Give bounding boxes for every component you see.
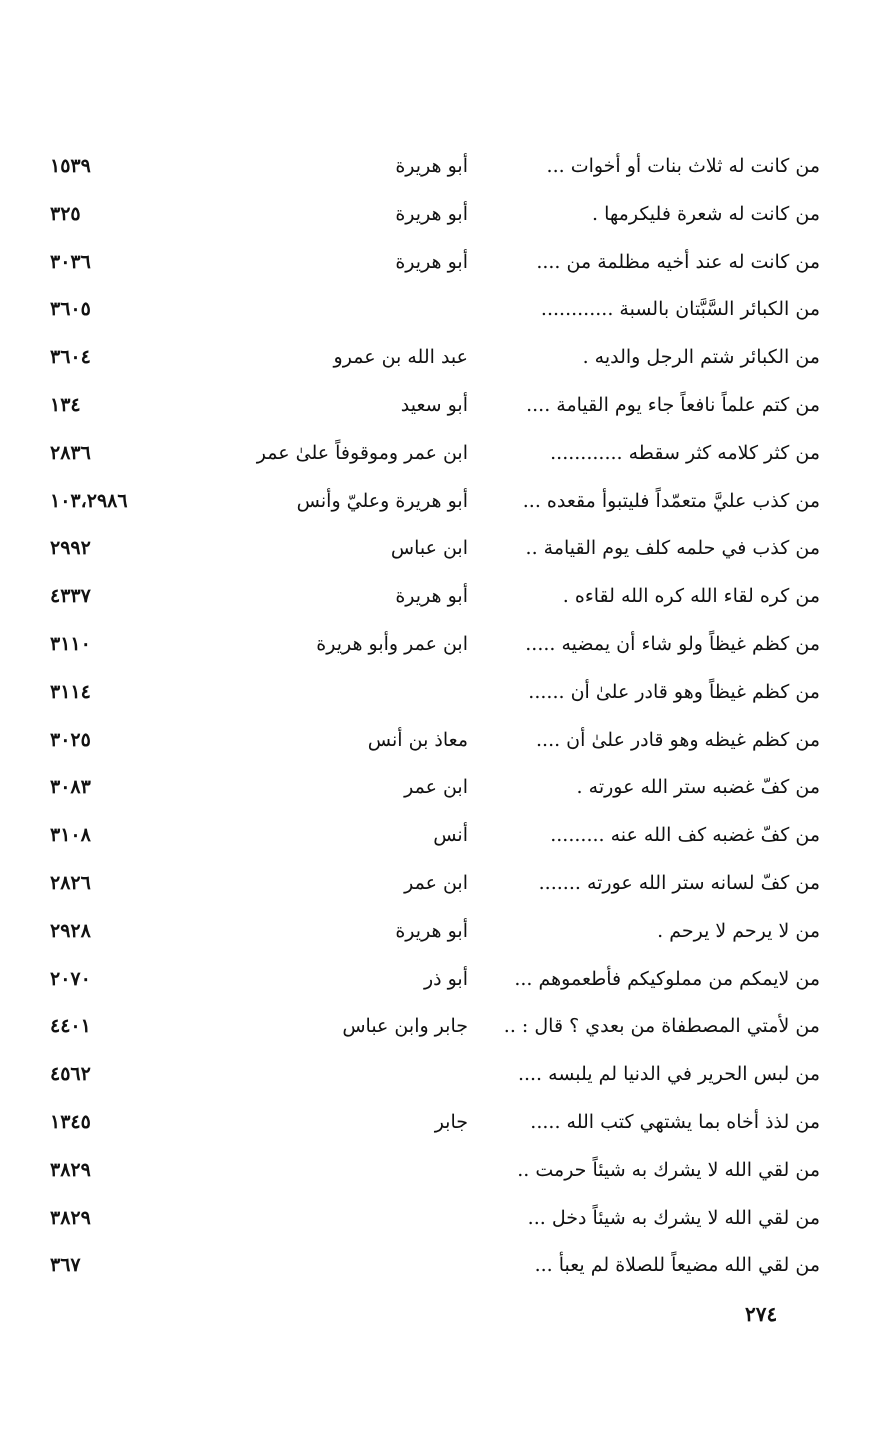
hadith-text: من كتم علماً نافعاً جاء يوم القيامة .... [526, 393, 820, 416]
index-row [40, 956, 830, 1004]
hadith-text: من لأمتي المصطفاة من بعدي ؟ قال : .. [503, 1015, 820, 1038]
hadith-text: من كظم غيظاً ولو شاء أن يمضيه ..... [525, 632, 820, 655]
hadith-number: ٣١١٠ [50, 632, 91, 655]
hadith-number: ٣٨٢٩ [50, 1158, 91, 1181]
hadith-number: ٣٢٥ [50, 202, 81, 225]
narrator-name: أبو هريرة [395, 250, 468, 273]
hadith-number: ٣٦٠٥ [50, 298, 91, 321]
hadith-text: من كذب عليَّ متعمّداً فليتبوأ مقعده ... [522, 489, 820, 512]
hadith-text: من كفّ لسانه ستر الله عورته ....... [538, 871, 820, 894]
hadith-text: من كره لقاء الله كره الله لقاءه . [562, 585, 820, 608]
hadith-number: ٢٨٢٦ [50, 871, 91, 894]
narrator-name: أبو سعيد [400, 393, 468, 416]
hadith-number: ٤٤٠١ [50, 1015, 91, 1038]
hadith-number: ٣١١٤ [50, 680, 91, 703]
hadith-number: ٣٠٢٥ [50, 728, 91, 751]
index-row [40, 860, 830, 908]
hadith-text: من كفّ غضبه ستر الله عورته . [576, 776, 820, 799]
hadith-text: من كظم غيظه وهو قادر علىٰ أن .... [535, 728, 820, 751]
hadith-text: من كانت له شعرة فليكرمها . [592, 202, 820, 225]
narrator-name: معاذ بن أنس [367, 728, 468, 751]
hadith-number: ٣٨٢٩ [50, 1206, 91, 1229]
hadith-text: من الكبائر السَّبَّتان بالسبة ............ [540, 298, 820, 321]
index-row [40, 1003, 830, 1051]
hadith-number: ٢٩٩٢ [50, 537, 91, 560]
index-row [40, 239, 830, 287]
hadith-text: من لقي الله لا يشرك به شيئاً حرمت .. [517, 1158, 820, 1181]
index-row [40, 621, 830, 669]
hadith-number: ١٠٣،٢٩٨٦ [50, 489, 128, 512]
hadith-text: من لايمكم من مملوكيكم فأطعموهم ... [514, 967, 820, 990]
index-row [40, 191, 830, 239]
narrator-name: أبو هريرة [395, 919, 468, 942]
narrator-name: جابر [434, 1110, 468, 1133]
index-row [40, 764, 830, 812]
index-row [40, 573, 830, 621]
index-row [40, 382, 830, 430]
hadith-number: ٣٦٧ [50, 1254, 81, 1277]
hadith-number: ١٣٤ [50, 393, 81, 416]
index-row [40, 669, 830, 717]
narrator-name: ابن عمر وأبو هريرة [316, 632, 468, 655]
index-row [40, 717, 830, 765]
narrator-name: أبو هريرة وعليّ وأنس [296, 489, 468, 512]
hadith-number: ٢٩٢٨ [50, 919, 91, 942]
hadith-text: من لبس الحرير في الدنيا لم يلبسه .... [517, 1063, 820, 1086]
index-row [40, 908, 830, 956]
hadith-number: ٢٨٣٦ [50, 441, 91, 464]
hadith-number: ٣٠٣٦ [50, 250, 91, 273]
index-row [40, 1242, 830, 1290]
hadith-text: من كانت له عند أخيه مظلمة من .... [536, 250, 820, 273]
hadith-number: ١٣٤٥ [50, 1110, 91, 1133]
narrator-name: ابن عمر [404, 871, 468, 894]
hadith-number: ٤٥٦٢ [50, 1063, 91, 1086]
narrator-name: جابر وابن عباس [342, 1015, 468, 1038]
page-number: ٢٧٤ [745, 1302, 778, 1326]
index-row [40, 1051, 830, 1099]
hadith-number: ٢٠٧٠ [50, 967, 91, 990]
hadith-number: ١٥٣٩ [50, 155, 91, 177]
narrator-name: ابن عباس [390, 537, 468, 560]
hadith-index-list [40, 143, 830, 1290]
narrator-name: أبو هريرة [395, 202, 468, 225]
hadith-text: من كثر كلامه كثر سقطه ............ [550, 441, 820, 464]
hadith-text: من الكبائر شتم الرجل والديه . [582, 346, 820, 369]
hadith-number: ٣٦٠٤ [50, 346, 91, 369]
narrator-name: عبد الله بن عمرو [333, 346, 468, 369]
hadith-number: ٣١٠٨ [50, 824, 91, 847]
index-row [40, 334, 830, 382]
hadith-text: من لا يرحم لا يرحم . [657, 919, 820, 942]
hadith-text: من لذذ أخاه بما يشتهي كتب الله ..... [530, 1110, 820, 1133]
hadith-number: ٤٣٣٧ [50, 585, 91, 608]
hadith-text: من كذب في حلمه كلف يوم القيامة .. [525, 537, 820, 560]
index-row [40, 143, 830, 191]
index-row [40, 1195, 830, 1243]
narrator-name: ابن عمر وموقوفاً علىٰ عمر [256, 441, 468, 464]
narrator-name: أبو هريرة [395, 585, 468, 608]
index-row [40, 430, 830, 478]
index-row [40, 525, 830, 573]
hadith-text: من كفّ غضبه كف الله عنه ......... [550, 824, 820, 847]
index-row [40, 1147, 830, 1195]
hadith-text: من كانت له ثلاث بنات أو أخوات ... [546, 155, 820, 177]
narrator-name: ابن عمر [404, 776, 468, 799]
narrator-name: أنس [433, 824, 468, 847]
index-row [40, 478, 830, 526]
hadith-number: ٣٠٨٣ [50, 776, 91, 799]
index-row [40, 286, 830, 334]
hadith-text: من لقي الله مضيعاً للصلاة لم يعبأ ... [534, 1254, 820, 1277]
narrator-name: أبو هريرة [395, 155, 468, 177]
index-row [40, 1099, 830, 1147]
narrator-name: أبو ذر [423, 967, 468, 990]
hadith-text: من لقي الله لا يشرك به شيئاً دخل ... [527, 1206, 820, 1229]
hadith-text: من كظم غيظاً وهو قادر علىٰ أن ...... [528, 680, 820, 703]
index-row [40, 812, 830, 860]
